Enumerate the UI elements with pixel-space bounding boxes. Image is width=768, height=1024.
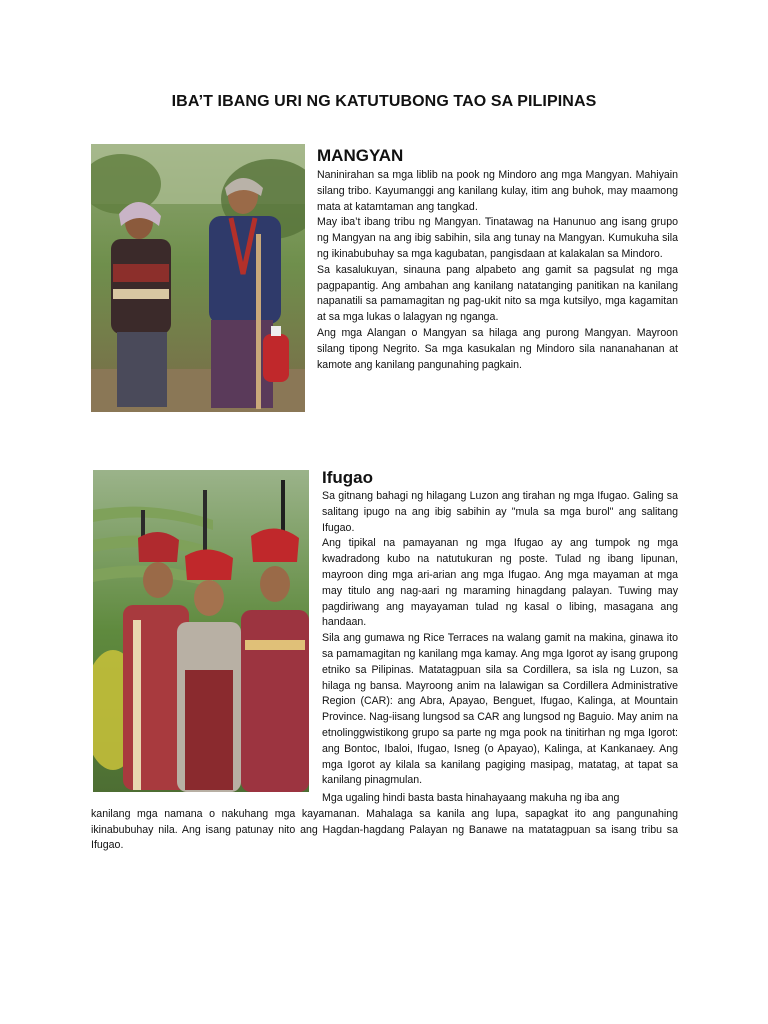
page-title: IBA’T IBANG URI NG KATUTUBONG TAO SA PILIPINAS [171, 93, 597, 110]
mangyan-heading: MANGYAN [317, 146, 404, 165]
mangyan-paragraph-4: Ang mga Alangan o Mangyan sa hilaga ang purong Mangyan. Mayroon silang tipong Negrito. Sa mga kasukalan ng Mindoro sila nananahanan at kamote ang kanilang pangunahing pagkain. [317, 326, 678, 371]
ifugao-paragraph-3: Sila ang gumawa ng Rice Terraces na walang gamit na makina, ginawa ito sa pamamagitan ng kanilang mga kamay. Ang mga Igorot ay isang grupong etniko sa Pilipinas. Matatagpuan sila sa Cordillera, sa isla ng Luzon, sa hilaga ng bansa. Mayroong anim na lalawigan sa Cordillera Administrative Region (CAR): ang Abra, Apayao, Benguet, Ifugao, Kalinga, at Mountain Province. Nag-iisang lungsod sa CAR ang lungsod ng Baguio. May anim na etnolinggwistikong grupo sa parte ng mga pook na tinitirhan ng mga Igorot: ang Bontoc, Ibaloi, Ifugao, Isneg (o Apayao), Kalinga, at Kankanaey. Ang mga Igorot ay kilala sa kanilang pagiging masipag, matatag, at tapat sa kanilang pinagmulan. [322, 632, 678, 787]
mangyan-photo [91, 144, 305, 412]
ifugao-paragraph-2: Ang tipikal na pamayanan ng mga Ifugao ay ang tumpok ng mga kwadradong kubo na natutukuran ng poste. Tulad ng ibang lipunan, mayroon ding mga ari-arian ang mga Ifugao. Ang mga mayaman at mga may titulo ang nag-aari ng maraming hinagdang palayan. Tuwing may pagdiriwang ang mayayaman tulad ng kasal o libing, masagana ang handaan. [322, 537, 678, 629]
mangyan-paragraph-3: Sa kasalukuyan, sinauna pang alpabeto ang gamit sa pagsulat ng mga pagpapantig. Ang ambahan ang kanilang natatanging panitikan na kanilang napanatili sa pamamagitan ng pag-ukit nito sa mga kutsilyo, mga kagamitan at sa mga lukas o lalagyan ng nganga. [317, 263, 678, 324]
ifugao-continuation-rest: kanilang mga namana o nakuhang mga kayamanan. Mahalaga sa kanila ang lupa, sapagkat ito ang pangunahing ikinabubuhay nila. Ang isang patunay nito ang Hagdan-hagdang Palayan ng Banawe na matatagpuan sa isang tribu sa Ifugao. [91, 807, 678, 852]
ifugao-continuation-first-line: Mga ugaling hindi basta basta hinahayaang makuha ng iba ang [322, 792, 620, 804]
ifugao-text [322, 489, 678, 789]
mangyan-paragraph-1: Naninirahan sa mga liblib na pook ng Mindoro ang mga Mangyan. Mahiyain silang tribo. Kayumanggi ang kanilang kulay, itim ang buhok, may maamong mata at katamtaman ang tangkad. [317, 169, 678, 213]
ifugao-photo [93, 470, 309, 792]
ifugao-heading: Ifugao [322, 468, 373, 487]
mangyan-text [317, 168, 678, 373]
ifugao-paragraph-1: Sa gitnang bahagi ng hilagang Luzon ang tirahan ng mga Ifugao. Galing sa salitang ipugo na ang ibig sabihin ay "mula sa mga burol" ang salitang Ifugao. [322, 490, 678, 534]
ifugao-continuation-text [91, 791, 678, 854]
ifugao-photo-image [93, 470, 309, 792]
mangyan-photo-image [91, 144, 305, 412]
mangyan-paragraph-2: May iba’t ibang tribu ng Mangyan. Tinatawag na Hanunuo ang isang grupo ng Mangyan na ang ibig sabihin, sila ang tunay na Mangyan. Kumukuha sila ng ikinabubuhay sa mga kagubatan, pangisdaan at kalakalan sa Mindoro. [317, 216, 678, 260]
